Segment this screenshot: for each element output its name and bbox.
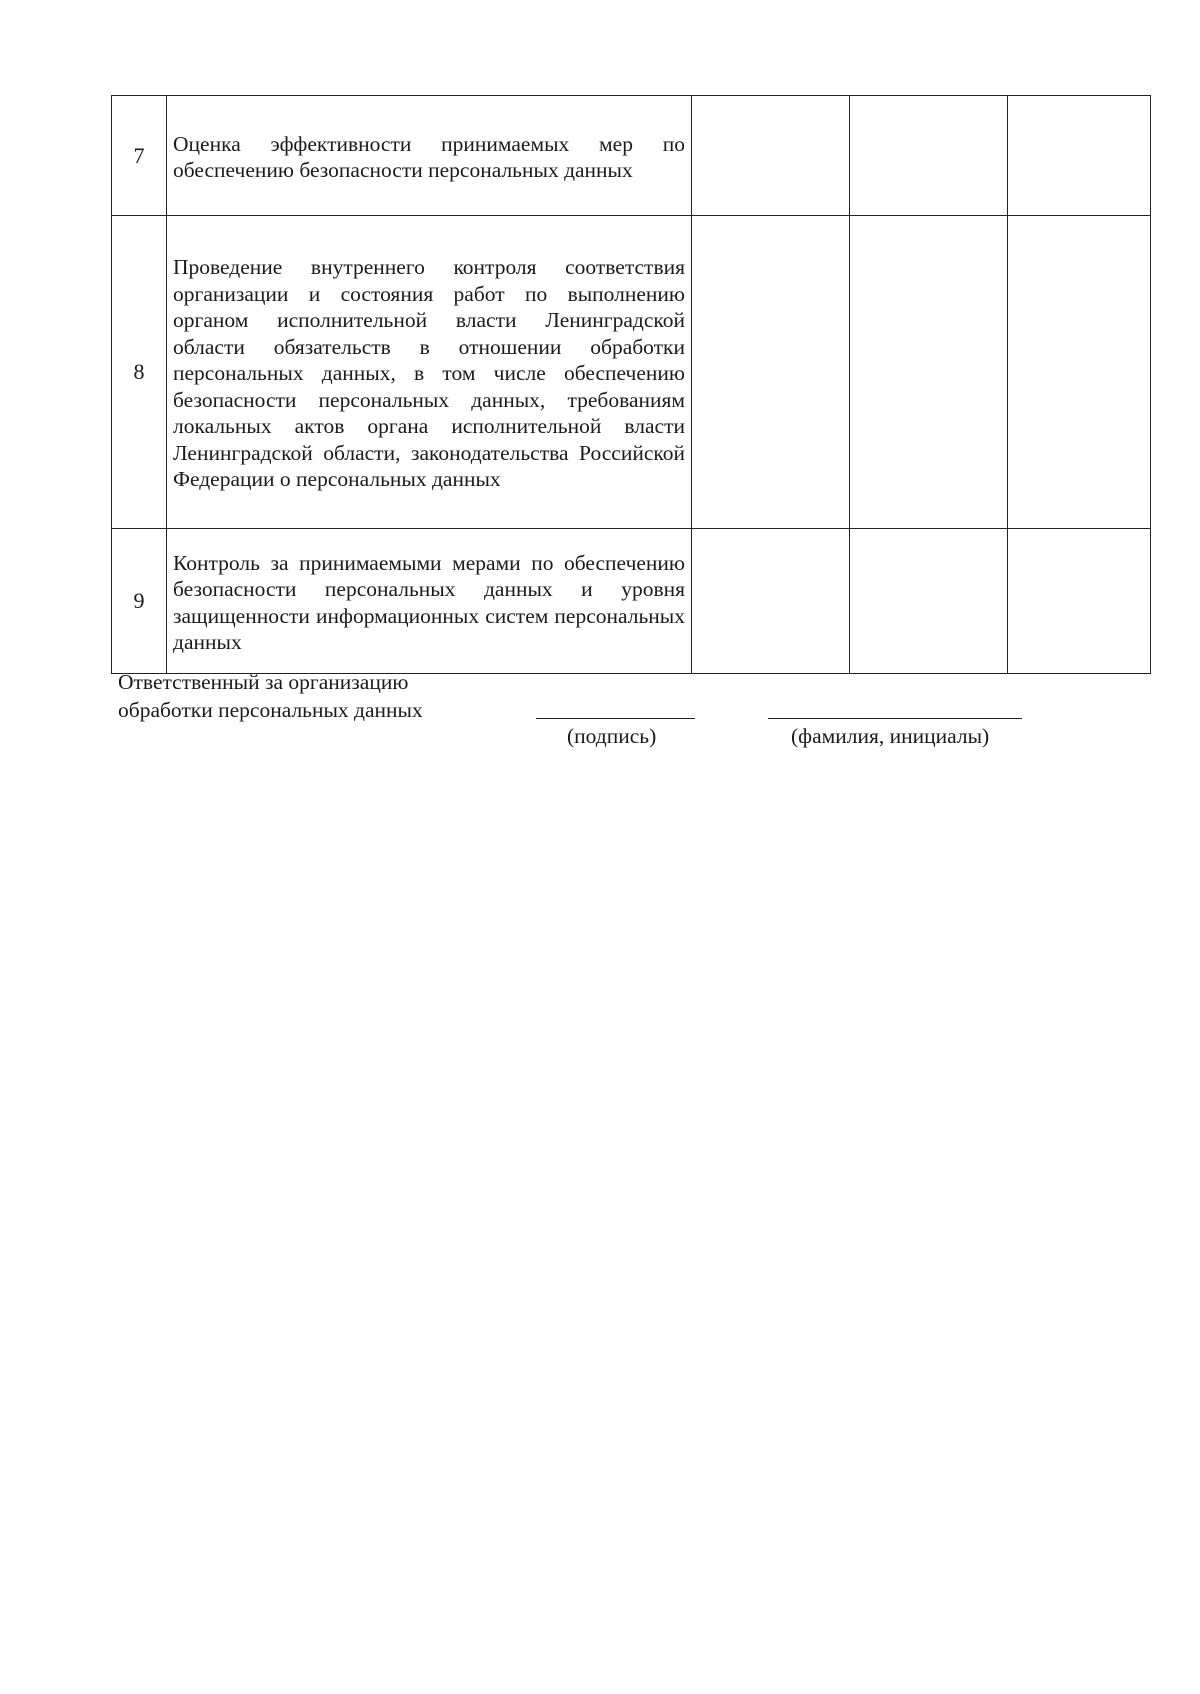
table-row [112,96,1151,216]
empty-cell [850,529,1008,674]
signature-caption: (подпись) [567,724,657,748]
row-description: Оценка эффективности принимаемых мер по обеспечению безопасности персональных данных [167,96,692,216]
responsible-person-label [118,668,423,724]
table-row [112,216,1151,529]
empty-cell [850,216,1008,529]
empty-cell [1008,529,1151,674]
empty-cell [692,216,850,529]
signature-line [536,718,695,719]
table-row [112,529,1151,674]
row-description: Контроль за принимаемыми мерами по обеспечению безопасности персональных данных и уровня защищенности информационных систем персональных данных [167,529,692,674]
row-description: Проведение внутреннего контроля соответствия организации и состояния работ по выполнению органом исполнительной власти Ленинградской области обязательств в отношении обработки персональных данных, в том числе обеспечению безопасности персональных данных, требованиям локальных актов органа исполнительной власти Ленинградской области, законодательства Российской Федерации о персональных данных [167,216,692,529]
row-number: 7 [112,96,167,216]
empty-cell [692,529,850,674]
responsible-label-line: Ответственный за организацию [118,670,409,694]
empty-cell [850,96,1008,216]
row-number: 8 [112,216,167,529]
name-caption: (фамилия, инициалы) [791,724,990,748]
empty-cell [1008,216,1151,529]
row-number: 9 [112,529,167,674]
responsible-label-line: обработки персональных данных [118,698,423,722]
measures-table [111,95,1151,674]
empty-cell [1008,96,1151,216]
empty-cell [692,96,850,216]
name-line [768,718,1022,719]
